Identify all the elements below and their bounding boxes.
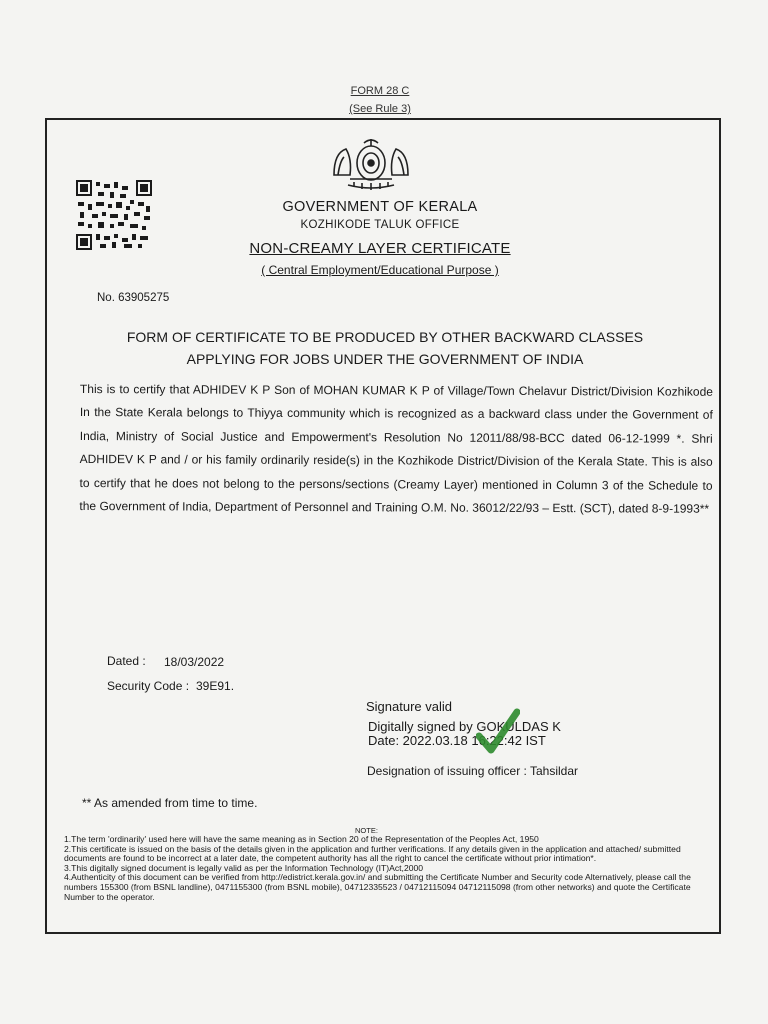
form-rule: (See Rule 3): [349, 103, 411, 115]
office-name: KOZHIKODE TALUK OFFICE: [300, 219, 460, 231]
issuing-officer-designation: Designation of issuing officer : Tahsildar: [367, 764, 579, 778]
form-heading: [90, 326, 680, 370]
digital-signature-block: [368, 720, 561, 748]
signature-valid-check-icon: [476, 708, 520, 756]
form-heading-line-2: APPLYING FOR JOBS UNDER THE GOVERNMENT OF INDIA: [186, 351, 584, 367]
notes-title: NOTE:: [355, 826, 378, 835]
form-reference: [330, 82, 430, 118]
signed-by-text: Digitally signed by GOKULDAS K: [368, 719, 561, 734]
note-item: 4.Authenticity of this document can be verified from http://edistrict.kerala.gov.in/ and submitting the Certificate Number and Security code Alternatively, please call the numbers 155300 (from BSNL landline), 0471155300 (from BSNL mobile), 04712335523 / 04712115094 04712115098 (from other networks) and quote the Certificate Number to the operator.: [64, 872, 691, 902]
amended-note: ** As amended from time to time.: [82, 796, 258, 810]
notes-list: [64, 835, 716, 902]
certificate-body: This is to certify that ADHIDEV K P Son of MOHAN KUMAR K P of Village/Town Chelavur District/Division Kozhikode In the State Kerala belongs to Thiyya community which is recognized as a backward class under the Government of India, Ministry of Social Justice and Empowerment's Resolution No 12011/88/98-BCC dated 06-12-1999 *. Shri ADHIDEV K P and / or his family ordinarily reside(s) in the Kozhikode District/Division of the Kerala State. This is also to certify that he does not belong to the persons/sections (Creamy Layer) mentioned in Column 3 of the Schedule to the Government of India, Department of Personnel and Training O.M. No. 36012/22/93 – Estt. (SCT), dated 8-9-1993**: [79, 381, 713, 516]
state-emblem-icon: [330, 135, 412, 193]
note-item: 1.The term 'ordinarily' used here will have the same meaning as in Section 20 of the Representation of the Peoples Act, 1950: [64, 834, 539, 844]
form-number: FORM 28 C: [350, 85, 410, 97]
form-heading-line-1: FORM OF CERTIFICATE TO BE PRODUCED BY OTHER BACKWARD CLASSES: [126, 329, 644, 345]
signature-date-text: Date: 2022.03.18 16:22:42 IST: [368, 733, 546, 748]
dated-label: Dated :: [107, 654, 146, 668]
government-name: GOVERNMENT OF KERALA: [282, 199, 478, 215]
note-item: 2.This certificate is issued on the basis of the details given in the application and further verifications. If any details given in the application and attached/ submitted documents are found to be incorrect at a later date, the competent authority has all the right to cancel the certificate without prior intimation*.: [64, 843, 681, 864]
certificate-number: No. 63905275: [97, 292, 170, 304]
certificate-title: NON-CREAMY LAYER CERTIFICATE: [249, 240, 511, 257]
signature-valid-text: Signature valid: [366, 699, 452, 714]
security-code-value: 39E91.: [196, 679, 235, 693]
qr-code-icon: [76, 180, 152, 250]
dated-value: 18/03/2022: [164, 655, 225, 669]
note-item: 3.This digitally signed document is legally valid as per the Information Technology (IT)Act,2000: [64, 862, 424, 873]
security-code-label: Security Code :: [107, 679, 190, 693]
certificate-purpose: ( Central Employment/Educational Purpose ): [261, 263, 499, 277]
